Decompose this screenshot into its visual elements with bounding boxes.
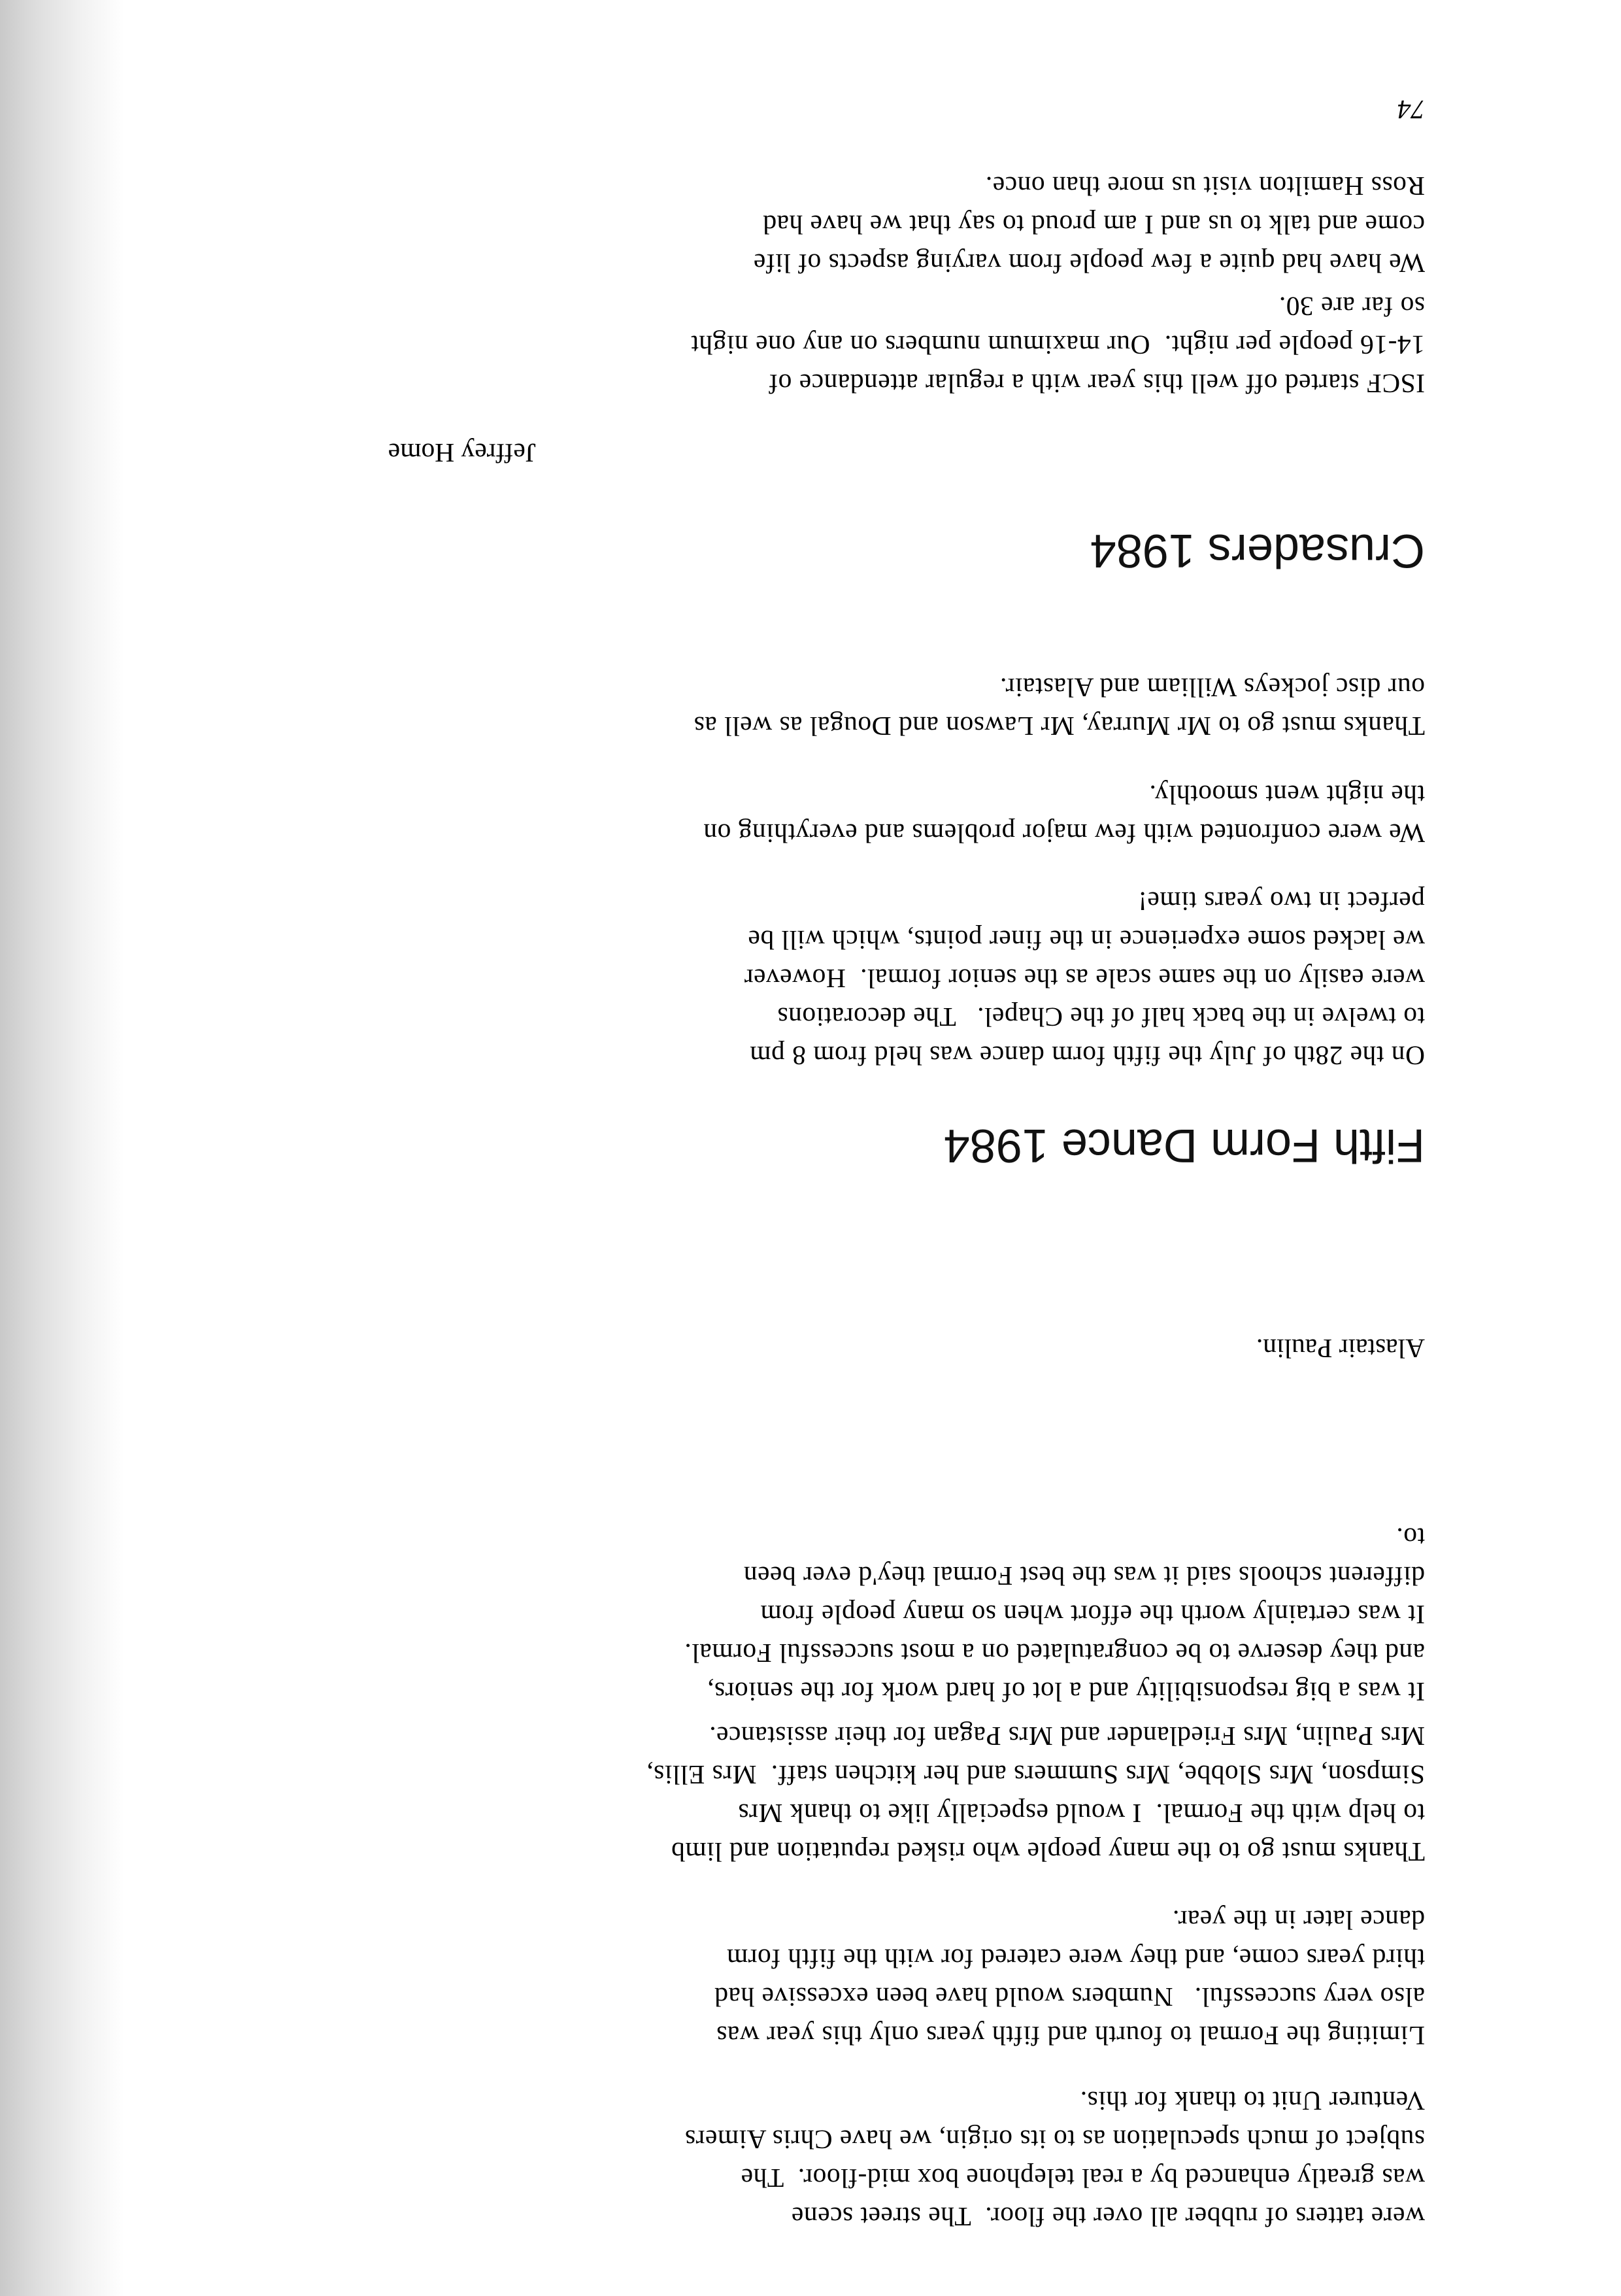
text-line: It was certainly worth the effort when so many people from bbox=[760, 1600, 1425, 1630]
text-line: Venturer Unit to thank for this. bbox=[1080, 2086, 1425, 2116]
section-title: Fifth Form Dance 1984 bbox=[943, 1119, 1425, 1172]
text-line: to twelve in the back half of the Chapel. The decorations bbox=[777, 1002, 1425, 1032]
text-line: was greatly enhanced by a real telephone box mid-floor. The bbox=[741, 2163, 1425, 2193]
fifth-form-heading-block bbox=[944, 1116, 1425, 1175]
crusaders-paragraph-1 bbox=[691, 287, 1425, 403]
author-signature: Alastair Paulin. bbox=[1256, 1334, 1425, 1364]
text-line: dance later in the year. bbox=[1172, 1905, 1425, 1935]
crusaders-paragraph-2 bbox=[753, 167, 1425, 282]
text-line: were easily on the same scale as the senior formal. However bbox=[744, 964, 1425, 994]
author-signature: Jeffrey Home bbox=[388, 438, 536, 468]
text-line: third years come, and they were catered for with the fifth form bbox=[726, 1944, 1425, 1974]
text-line: come and talk to us and I am proud to say that we have had bbox=[762, 210, 1425, 240]
text-line: Thanks must go to Mr Murray, Mr Lawson and Dougal as well as bbox=[694, 711, 1425, 741]
text-line: subject of much speculation as to its origin, we have Chris Aimers bbox=[684, 2125, 1425, 2155]
text-line: to help with the Formal. I would especially like to thank Mrs bbox=[737, 1798, 1425, 1829]
text-line: ISCF started off well this year with a regular attendance of bbox=[768, 369, 1425, 399]
text-line: Ross Hamilton visit us more than once. bbox=[985, 171, 1425, 201]
text-line: perfect in two years time! bbox=[1137, 886, 1425, 917]
text-line: different schools said it was the best Formal they'd ever been bbox=[743, 1561, 1425, 1591]
text-line: the night went smoothly. bbox=[1149, 780, 1425, 810]
formal-author bbox=[1256, 1329, 1425, 1368]
text-line: also very successful. Numbers would have been excessive had bbox=[714, 1982, 1425, 2012]
text-line: 14-16 people per night. Our maximum numbers on any one night bbox=[690, 330, 1425, 360]
fifth-form-problems-paragraph bbox=[703, 775, 1425, 853]
text-line: were tatters of rubber all over the floor. The street scene bbox=[791, 2202, 1425, 2232]
crusaders-author bbox=[388, 433, 536, 472]
text-line: Simpson, Mrs Slobbe, Mrs Summers and her kitchen staff. Mrs Ellis, bbox=[646, 1760, 1425, 1790]
section-title: Crusaders 1984 bbox=[1090, 524, 1425, 577]
formal-thanks-paragraph bbox=[646, 1717, 1425, 1871]
text-line: so far are 30. bbox=[1278, 292, 1425, 322]
text-line: It was a big responsibility and a lot of hard work for the seniors, bbox=[707, 1677, 1425, 1707]
formal-limiting-paragraph bbox=[714, 1900, 1425, 2055]
page-number-block bbox=[1397, 90, 1426, 129]
text-line: Mrs Paulin, Mrs Friedlander and Mrs Pagan for their assistance. bbox=[709, 1721, 1425, 1751]
text-line: We were confronted with few major problems and everything on bbox=[703, 819, 1425, 849]
text-line: we lacked some experience in the finer points, which will be bbox=[747, 925, 1425, 955]
text-line: We have had quite a few people from varying aspects of life bbox=[753, 248, 1425, 279]
fifth-form-thanks-paragraph bbox=[694, 668, 1425, 745]
text-line: Limiting the Formal to fourth and fifth years only this year was bbox=[716, 2021, 1425, 2051]
fifth-form-intro-paragraph bbox=[744, 882, 1425, 1075]
text-line: Thanks must go to the many people who risked reputation and limb bbox=[671, 1837, 1425, 1867]
text-line: to. bbox=[1395, 1523, 1425, 1553]
text-line: our disc jockeys William and Alastair. bbox=[999, 673, 1425, 703]
crusaders-heading-block bbox=[1090, 521, 1425, 580]
page-number: 74 bbox=[1397, 95, 1425, 125]
formal-conclusion-paragraph bbox=[684, 1518, 1425, 1711]
text-line: On the 28th of July the fifth form dance was held from 8 pm bbox=[749, 1041, 1425, 1071]
text-line: and they deserve to be congratulated on a most successful Formal. bbox=[684, 1638, 1425, 1668]
formal-scene-paragraph bbox=[684, 2082, 1425, 2236]
